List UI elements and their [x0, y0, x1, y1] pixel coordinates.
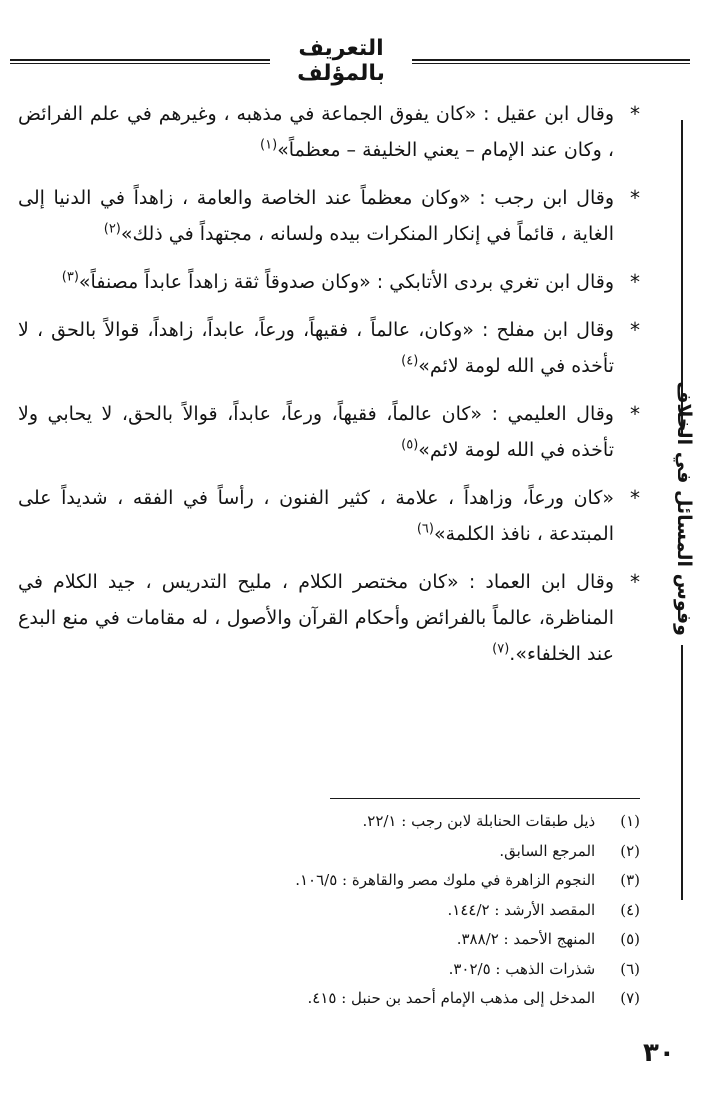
bullet-star: *: [630, 102, 640, 126]
bullet-star: *: [630, 186, 640, 210]
quote-paragraph: [18, 480, 642, 552]
side-rule-bottom: [681, 645, 683, 900]
quote-paragraph: [18, 96, 642, 168]
footnote-text: ذيل طبقات الحنابلة لابن رجب : ٢٢/١.: [362, 812, 596, 830]
footnote-number: (٦): [620, 959, 640, 978]
running-header: [10, 30, 690, 86]
bullet-star: *: [630, 270, 640, 294]
footnote-text: المرجع السابق.: [499, 841, 596, 860]
footnote-item: [200, 866, 640, 896]
bullet-star: *: [630, 318, 640, 342]
footnote-item: [200, 925, 640, 955]
footnote-ref: (٦): [416, 521, 434, 537]
footnote-item: [200, 955, 640, 985]
page-number: ٣٠: [643, 1038, 675, 1068]
footnote-text: المنهج الأحمد : ٣٨٨/٢.: [456, 930, 596, 948]
paragraph-text: وقال ابن العماد : «كان مختصر الكلام ، مليح التدريس ، جيد الكلام في المناظرة، عالماً بالفرائض وأحكام القرآن والأصول ، له مقامات في منع البدع عند الخلفاء».: [18, 571, 614, 665]
paragraph-text: «كان ورعاً، وزاهداً ، علامة ، كثير الفنون ، رأساً في الفقه ، شديداً على المبتدعة ، نافذ الكلمة»: [18, 487, 614, 545]
paragraph-text: وقال ابن تغري بردى الأتابكي : «وكان صدوقاً ثقة زاهداً عابداً مصنفاً»: [78, 271, 614, 293]
footnote-number: (٧): [620, 989, 640, 1007]
side-title: وفوس المسائل في الخلاف: [673, 381, 695, 636]
paragraph-text: وقال العليمي : «كان عالماً، فقيهاً، ورعاً، عابداً، قوالاً بالحق، لا يحابي ولا تأخذه في الله لومة لائم»: [18, 403, 614, 461]
footnote-ref: (١): [260, 137, 278, 153]
quote-paragraph: [18, 396, 642, 468]
footnotes: [200, 807, 640, 1014]
footnote-item: [200, 837, 640, 867]
footnote-text: المدخل إلى مذهب الإمام أحمد بن حنبل : ٤١٥.: [307, 989, 596, 1007]
footnote-ref: (٧): [492, 641, 510, 657]
footnote-number: (٤): [620, 900, 640, 919]
paragraph-text: وقال ابن رجب : «وكان معظماً عند الخاصة والعامة ، زاهداً في الدنيا إلى الغاية ، قائماً في إنكار المنكرات بيده ولسانه ، مجتهداً في ذلك»: [18, 187, 614, 245]
bullet-star: *: [630, 570, 640, 594]
main-text: [18, 96, 642, 684]
footnote-item: [200, 984, 640, 1014]
paragraph-text: وقال ابن مفلح : «وكان، عالماً ، فقيهاً، ورعاً، عابداً، زاهداً، قوالاً بالحق ، لا تأخذه في الله لومة لائم»: [18, 319, 614, 377]
footnote-ref: (٣): [61, 269, 79, 285]
footnote-text: المقصد الأرشد : ١٤٤/٢.: [447, 900, 596, 919]
footnote-divider: [330, 798, 640, 799]
footnote-ref: (٥): [401, 437, 419, 453]
footnote-item: [200, 807, 640, 837]
quote-paragraph: [18, 264, 642, 300]
bullet-star: *: [630, 486, 640, 510]
paragraph-text: وقال ابن عقيل : «كان يفوق الجماعة في مذهبه ، وغيرهم في علم الفرائض ، وكان عند الإمام – يعني الخليفة – معظماً»: [18, 103, 614, 161]
footnote-text: النجوم الزاهرة في ملوك مصر والقاهرة : ١٠٦/٥.: [295, 871, 596, 889]
bullet-star: *: [630, 402, 640, 426]
footnote-number: (١): [620, 812, 640, 830]
footnote-item: [200, 896, 640, 926]
quote-paragraph: [18, 312, 642, 384]
footnote-number: (٣): [620, 871, 640, 889]
header-title: التعريف بالمؤلف: [270, 36, 412, 86]
footnote-ref: (٢): [103, 221, 121, 237]
footnote-text: شذرات الذهب : ٣٠٢/٥.: [448, 959, 596, 978]
quote-paragraph: [18, 564, 642, 672]
footnote-number: (٥): [620, 930, 640, 948]
footnote-ref: (٤): [401, 353, 419, 369]
quote-paragraph: [18, 180, 642, 252]
side-running-title: [672, 110, 695, 900]
footnote-number: (٢): [620, 841, 640, 860]
